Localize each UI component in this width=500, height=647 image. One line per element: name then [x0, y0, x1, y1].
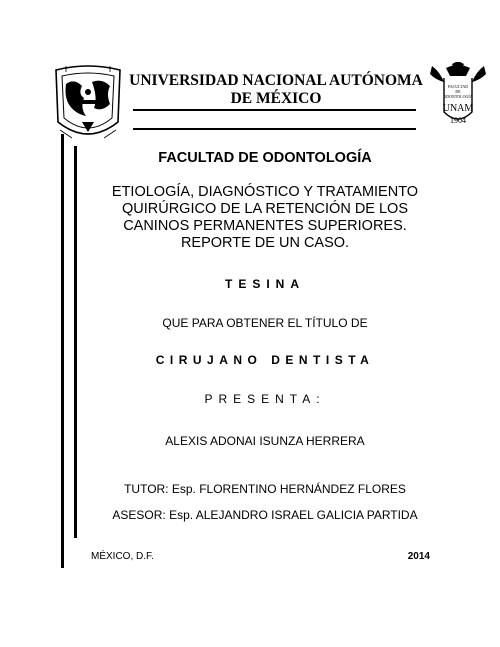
document-type: TESINA	[224, 277, 305, 291]
author-name: ALEXIS ADONAI ISUNZA HERRERA	[165, 434, 365, 448]
faculty-seal-line3: ODONTOLOGÍA	[443, 94, 473, 99]
thesis-title: ETIOLOGÍA, DIAGNÓSTICO Y TRATAMIENTO QUIRÚRGICO DE LA RETENCIÓN DE LOS CANINOS PERMANENTES SUPERIORES. REPORTE DE UN CASO.	[111, 184, 419, 251]
left-rule-inner	[74, 146, 77, 538]
tutor-line: TUTOR: Esp. FLORENTINO HERNÁNDEZ FLORES	[124, 482, 406, 496]
unam-seal-logo	[52, 64, 124, 144]
header-rule-top	[133, 109, 416, 111]
left-rule-outer	[61, 134, 64, 568]
header-rule-bottom	[133, 128, 416, 130]
faculty-seal-line2: DE	[455, 89, 461, 94]
degree-name: CIRUJANO DENTISTA	[155, 353, 375, 367]
faculty-name: FACULTAD DE ODONTOLOGÍA	[158, 150, 372, 166]
faculty-seal-year: 1904	[450, 116, 466, 125]
year-label: 2014	[407, 551, 430, 562]
asesor-line: ASESOR: Esp. ALEJANDRO ISRAEL GALICIA PARTIDA	[112, 508, 418, 522]
faculty-seal-line1: FACULTAD	[447, 84, 469, 89]
place-label: MÉXICO, D.F.	[91, 551, 154, 562]
faculty-seal-unam: UNAM	[442, 103, 474, 114]
faculty-seal	[426, 62, 490, 132]
degree-purpose: QUE PARA OBTENER EL TÍTULO DE	[162, 316, 368, 330]
university-name: UNIVERSIDAD NACIONAL AUTÓNOMA DE MÉXICO	[129, 72, 423, 107]
presenta-label: PRESENTA:	[204, 392, 326, 406]
